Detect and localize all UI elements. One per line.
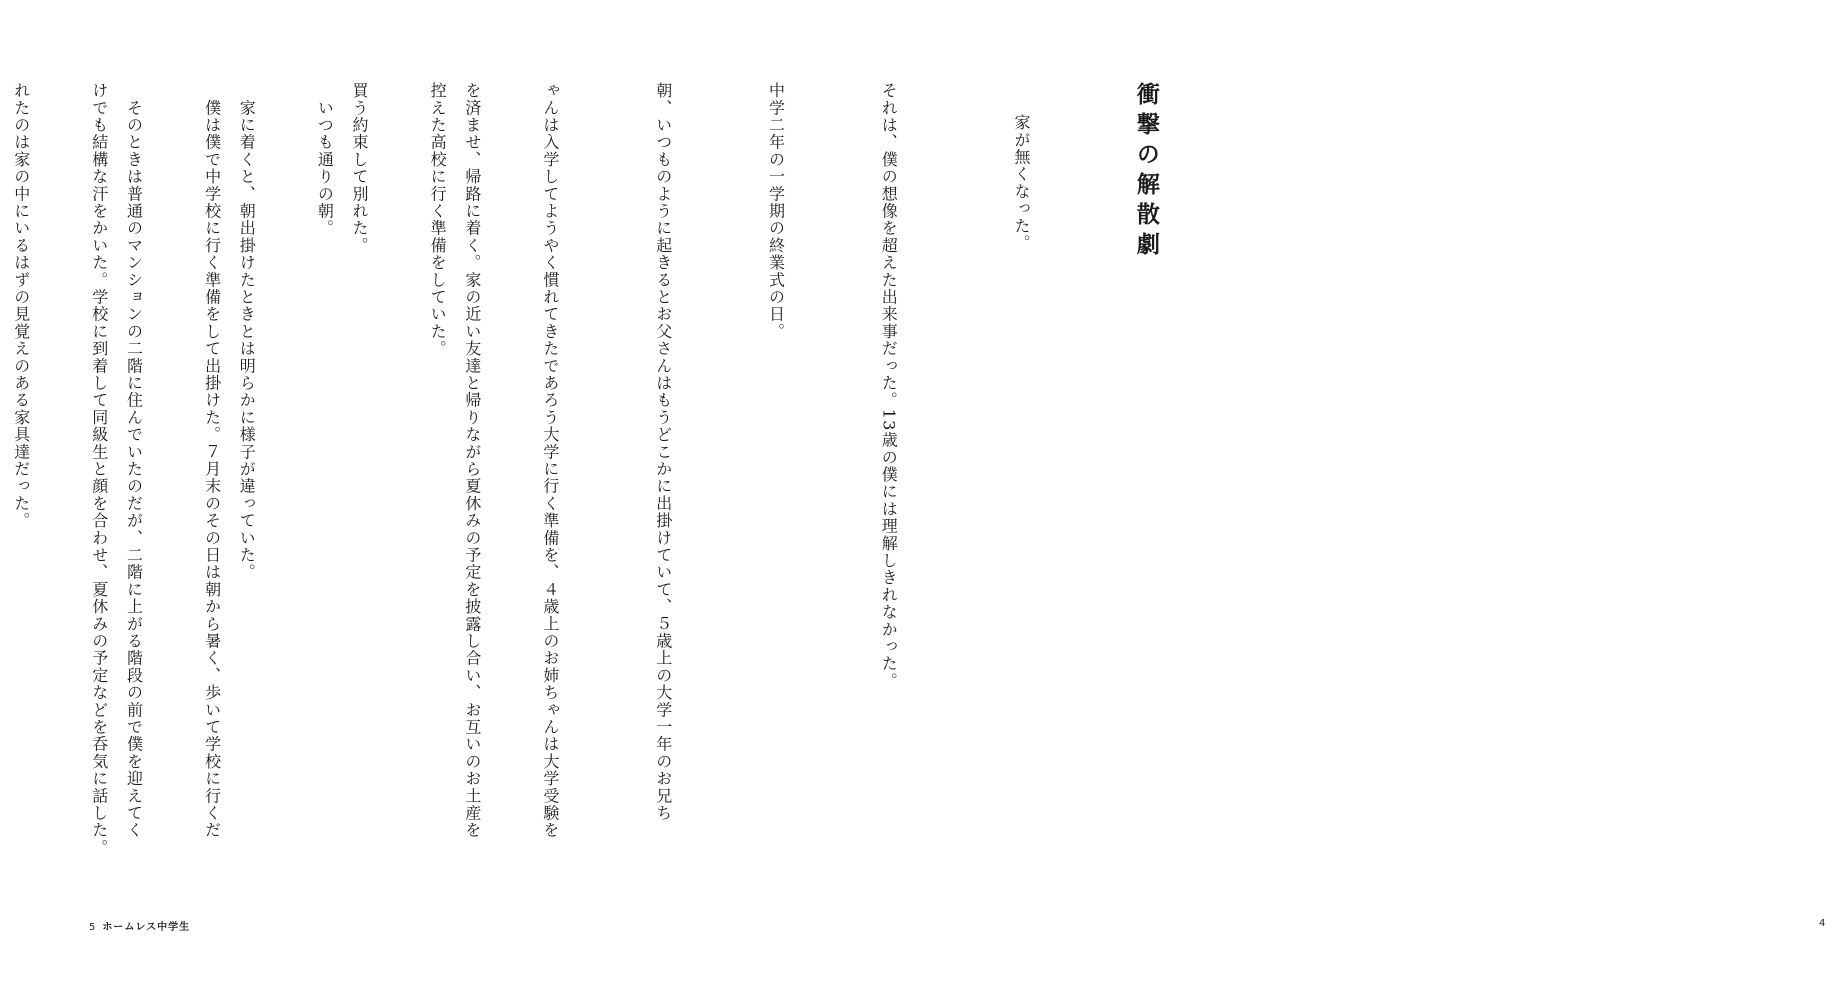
page-number: 5 bbox=[89, 922, 97, 933]
left-page bbox=[0, 0, 640, 984]
text-line: いつも通りの朝。 bbox=[315, 82, 335, 237]
text-line: 中学二年の一学期の終業式の日。 bbox=[766, 82, 786, 340]
page-number: 4 bbox=[1819, 918, 1826, 929]
text-line: 僕は僕で中学校に行く準備をして出掛けた。７月末のその日は朝から暑く、歩いて学校に行くだ bbox=[202, 82, 222, 839]
text-line: れたのは家の中にいるはずの見覚えのある家具達だった。 bbox=[11, 82, 31, 530]
text-line: それは、僕の想像を超えた出来事だった。13歳の僕には理解しきれなかった。 bbox=[879, 82, 899, 690]
page-footer bbox=[89, 918, 190, 933]
text-line: そのときは普通のマンションの二階に住んでいたのだが、二階に上がる階段の前で僕を迎えてく bbox=[124, 82, 144, 839]
running-head: ホームレス中学生 bbox=[102, 922, 191, 933]
text-line: を済ませ、帰路に着く。家の近い友達と帰りながら夏休みの予定を披露し合い、お互いのお土産を bbox=[462, 82, 482, 839]
chapter-title: 衝撃の解散劇 bbox=[1132, 82, 1160, 262]
text-line: 買う約束して別れた。 bbox=[350, 82, 370, 254]
chapter-lead: 家が無くなった。 bbox=[1012, 114, 1032, 252]
text-line: けでも結構な汗をかいた。学校に到着して同級生と顔を合わせ、夏休みの予定などを呑気に話した。 bbox=[89, 82, 109, 856]
text-line: 朝、いつものように起きるとお父さんはもうどこかに出掛けていて、５歳上の大学一年のお兄ち bbox=[653, 82, 673, 822]
text-line: 家に着くと、朝出掛けたときとは明らかに様子が違っていた。 bbox=[237, 82, 257, 581]
text-line: ゃんは入学してようやく慣れてきたであろう大学に行く準備を、４歳上のお姉ちゃんは大学受験を bbox=[540, 82, 560, 839]
text-line: 控えた高校に行く準備をしていた。 bbox=[428, 82, 448, 358]
